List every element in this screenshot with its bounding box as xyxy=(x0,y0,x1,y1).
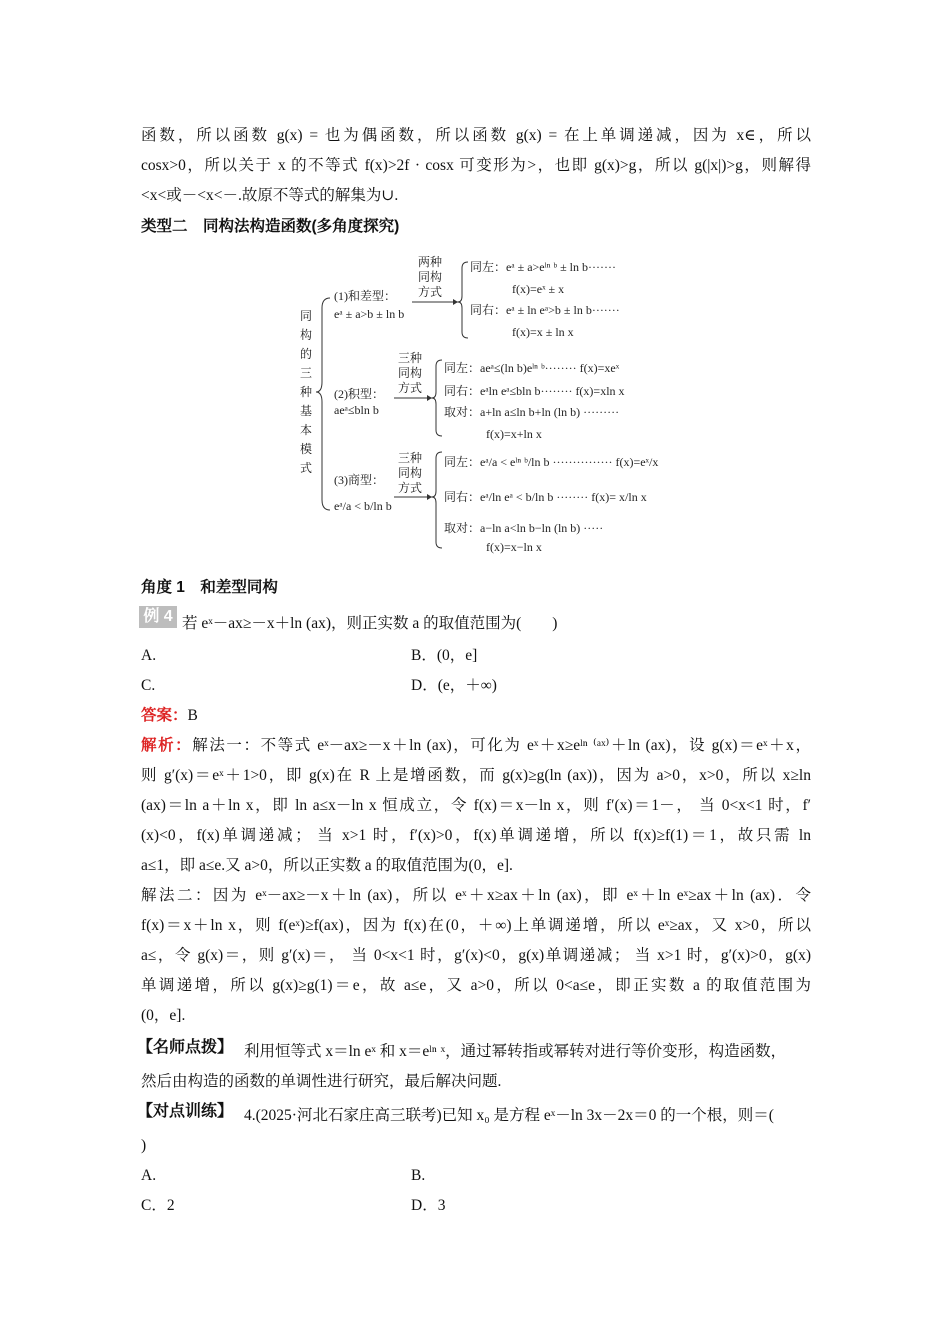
root-char: 模 xyxy=(300,442,313,456)
intro-line-3: <x<或－<x<－.故原不等式的解集为∪. xyxy=(141,187,399,204)
quotient-log-f: f(x)=x−ln x xyxy=(486,540,542,554)
root-char: 同 xyxy=(300,309,313,323)
root-char: 式 xyxy=(300,461,313,475)
analysis2-line-1: 解法二：因为 eˣ－ax≥－x＋ln (ax)，所以 eˣ＋x≥ax＋ln (ax)，即 eˣ＋ln eˣ≥ax＋ln (ax)．令 xyxy=(141,887,811,904)
answer-label: 答案： xyxy=(141,707,188,724)
sum-left-f: f(x)=eˣ ± x xyxy=(512,282,565,296)
quotient-brace xyxy=(432,452,442,548)
option-b: B．(0，e] xyxy=(411,647,478,664)
option-c: C. xyxy=(141,677,156,694)
root-char: 种 xyxy=(300,385,313,399)
sum-ways: 两种 xyxy=(418,255,443,269)
product-ways: 方式 xyxy=(398,381,423,395)
sum-arrowhead xyxy=(453,299,458,305)
sum-right: 同右：eᵃ ± ln eᵃ>b ± ln b······· xyxy=(470,303,620,317)
product-right: 同右：eᵃln eᵃ≤bln b········ f(x)=xln x xyxy=(444,384,625,398)
quotient-arrowhead xyxy=(427,494,432,500)
quotient-log: 取对：a−ln a<ln b−ln (ln b) ····· xyxy=(444,521,604,535)
diagram-root xyxy=(300,309,312,475)
diagram-svg xyxy=(290,254,660,554)
sum-diff-formula: eᵃ ± a>b ± ln b xyxy=(334,307,405,321)
analysis-line-3: (ax)＝ln a＋ln x，即 ln a≤x－ln x 恒成立，令 f(x)＝x－ln x，则 f′(x)＝1－， 当 0<x<1 时，f′ xyxy=(141,797,811,814)
quotient-right: 同右：eᵃ/ln eᵃ < b/ln b ········ f(x)= x/ln x xyxy=(444,490,647,504)
root-char: 本 xyxy=(300,423,313,437)
quotient-ways: 同构 xyxy=(398,466,423,480)
quotient-ways: 三种 xyxy=(398,451,423,465)
sum-ways: 方式 xyxy=(418,285,443,299)
analysis-line-2: 则 g′(x)＝eˣ＋1>0，即 g(x)在 R 上是增函数，而 g(x)≥g(ln (ax))，因为 a>0，x>0，所以 x≥ln xyxy=(141,767,811,784)
product-formula: aeᵃ≤bln b xyxy=(334,403,379,417)
analysis-line-4: (x)<0，f(x)单调递减； 当 x>1 时，f′(x)>0，f(x)单调递增，所以 f(x)≥f(1)＝1，故只需 ln xyxy=(141,827,811,844)
sum-ways: 同构 xyxy=(418,270,443,284)
main-brace xyxy=(316,298,330,510)
product-label: (2)积型： xyxy=(334,387,384,401)
practice-label: 【对点训练】 xyxy=(137,1103,234,1120)
product-log-f: f(x)=x+ln x xyxy=(486,427,542,441)
product-left: 同左：aeᵃ≤(ln b)eˡⁿ ᵇ········ f(x)=xeˣ xyxy=(444,361,620,375)
tip-line-2: 然后由构造的函数的单调性进行研究，最后解决问题. xyxy=(141,1073,502,1090)
analysis2-line-2: f(x)＝x＋ln x，则 f(eˣ)≥f(ax)，因为 f(x)在(0，＋∞)上单调递增，所以 eˣ≥ax，又 x>0，所以 xyxy=(141,917,811,934)
angle-title: 角度 1 和差型同构 xyxy=(141,579,278,596)
tip-line-1: 利用恒等式 x＝ln eˣ 和 x＝eˡⁿ ˣ，通过幂转指或幂转对进行等价变形，构造函数， xyxy=(244,1043,787,1060)
section-title: 类型二 同构法构造函数(多角度探究) xyxy=(141,218,400,235)
quotient-formula: eᵃ/a < b/ln b xyxy=(334,499,392,513)
root-char: 的 xyxy=(300,347,313,361)
sum-diff-label: (1)和差型： xyxy=(334,289,396,303)
practice-option-d: D．3 xyxy=(411,1197,446,1214)
practice-option-b: B. xyxy=(411,1167,426,1184)
sum-right-f: f(x)=x ± ln x xyxy=(512,325,574,339)
product-arrowhead xyxy=(427,395,432,401)
analysis2-line-5: (0，e]. xyxy=(141,1007,186,1024)
practice-option-c: C．2 xyxy=(141,1197,175,1214)
example-badge: 例 4 xyxy=(139,606,177,628)
practice-option-a: A. xyxy=(141,1167,157,1184)
example-question: 若 eˣ－ax≥－x＋ln (ax)，则正实数 a 的取值范围为( ) xyxy=(182,615,558,632)
sum-left: 同左：eᵃ ± a>eˡⁿ ᵇ ± ln b······· xyxy=(470,260,616,274)
analysis-text: 解法一：不等式 eˣ－ax≥－x＋ln (ax)，可化为 eˣ＋x≥eˡⁿ ⁽ᵃˣ⁾＋ln (ax)，设 g(x)＝eˣ＋x， xyxy=(192,737,811,754)
product-brace xyxy=(432,360,442,436)
quotient-left: 同左：eᵃ/a < eˡⁿ ᵇ/ln b ··············· f(x)=eˣ/x xyxy=(444,455,659,469)
option-a: A. xyxy=(141,647,157,664)
intro-line-2: cosx>0，所以关于 x 的不等式 f(x)>2f · cosx 可变形为>，也即 g(x)>g，所以 g(|x|)>g，则解得 xyxy=(141,157,811,174)
answer-value: B xyxy=(187,707,198,724)
practice-line-1: 4.(2025·河北石家庄高三联考)已知 x₀ 是方程 eˣ－ln 3x－2x＝0 的一个根，则＝( xyxy=(244,1107,774,1124)
root-char: 基 xyxy=(300,404,313,418)
practice-line-2: ) xyxy=(141,1137,147,1154)
product-ways: 同构 xyxy=(398,366,423,380)
quotient-label: (3)商型： xyxy=(334,473,384,487)
root-char: 三 xyxy=(300,366,313,380)
analysis-line-5: a≤1，即 a≤e.又 a>0，所以正实数 a 的取值范围为(0，e]. xyxy=(141,857,513,874)
analysis2-line-3: a≤，令 g(x)＝，则 g′(x)＝， 当 0<x<1 时，g′(x)<0，g(x)单调递减； 当 x>1 时，g′(x)>0，g(x) xyxy=(141,947,811,964)
root-char: 构 xyxy=(300,328,313,342)
isomorphism-diagram xyxy=(290,254,660,554)
quotient-ways: 方式 xyxy=(398,481,423,495)
product-ways: 三种 xyxy=(398,351,423,365)
option-d: D．(e，＋∞) xyxy=(411,677,497,694)
analysis-line-1 xyxy=(141,736,811,756)
tip-label: 【名师点拨】 xyxy=(137,1039,234,1056)
analysis2-line-4: 单调递增，所以 g(x)≥g(1)＝e，故 a≤e，又 a>0，所以 0<a≤e，即正实数 a 的取值范围为 xyxy=(141,977,811,994)
sum-brace xyxy=(458,262,468,338)
product-log: 取对：a+ln a≤ln b+ln (ln b) ········· xyxy=(444,405,620,419)
answer-row xyxy=(141,706,198,726)
analysis-label: 解析： xyxy=(141,737,193,754)
intro-line-1: 函数，所以函数 g(x) = 也为偶函数，所以函数 g(x) = 在上单调递减，因为 x∈，所以 xyxy=(141,127,811,144)
